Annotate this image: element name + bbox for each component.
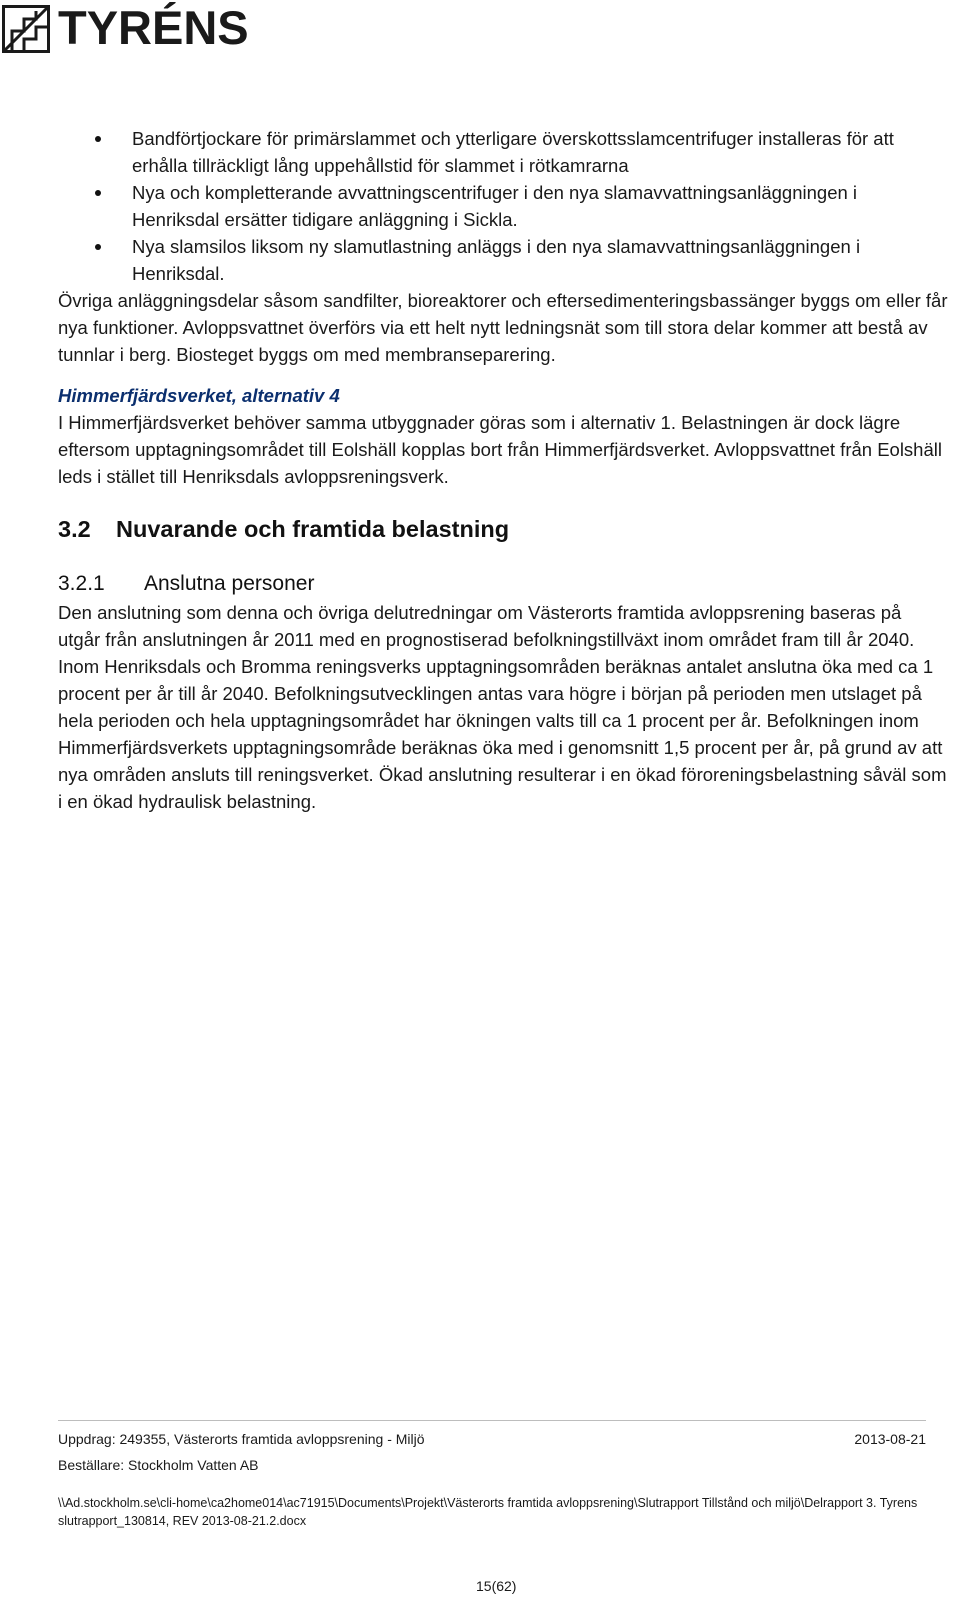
section-heading	[58, 514, 948, 544]
subsection-heading	[58, 569, 948, 599]
logo-wordmark: TYRÉNS	[58, 1, 249, 54]
section-number: 3.2	[58, 516, 91, 542]
bullet-item: Bandförtjockare för primärslammet och ytterligare överskottsslamcentrifuger installeras för att erhålla tillräckligt lång uppehållstid för slammet i rötkamrarna	[58, 125, 948, 179]
bullet-item: Nya slamsilos liksom ny slamutlastning anläggs i den nya slamavvattningsanläggningen i Henriksdal.	[58, 233, 948, 287]
footer-divider	[58, 1420, 926, 1421]
tyrens-logo	[0, 0, 249, 56]
paragraph-connected-persons: Den anslutning som denna och övriga delutredningar om Västerorts framtida avloppsrening baseras på utgår från anslutningen år 2011 med en prognostiserad befolkningstillväxt inom området fram till år 2040. Inom Henriksdals och Bromma reningsverks upptagningsområden beräknas antalet anslutna öka med ca 1 procent per år till år 2040. Befolkningsutvecklingen antas vara högre i början på perioden men utslaget på hela perioden och hela upptagningsområdet har ökningen valts till ca 1 procent per år. Befolkningen inom Himmerfjärdsverkets upptagningsområde beräknas öka med i genomsnitt 1,5 procent per år, på grund av att nya områden ansluts till reningsverket. Ökad anslutning resulterar i en ökad föroreningsbelastning såväl som i en ökad hydraulisk belastning.	[58, 602, 947, 812]
subsection-number: 3.2.1	[58, 572, 105, 595]
bullet-item: Nya och kompletterande avvattningscentrifuger i den nya slamavvattningsanläggningen i Henriksdal ersätter tidigare anläggning i Sickla.	[58, 179, 948, 233]
document-body	[58, 125, 948, 815]
footer-client: Beställare: Stockholm Vatten AB	[58, 1457, 259, 1473]
subsection-title: Anslutna personer	[144, 572, 315, 595]
bullet-list	[58, 125, 948, 287]
section-title: Nuvarande och framtida belastning	[116, 516, 510, 542]
paragraph-himmerfjardsverket: I Himmerfjärdsverket behöver samma utbyggnader göras som i alternativ 1. Belastningen är dock lägre eftersom upptagningsområdet till Eolshäll kopplas bort från Himmerfjärdsverket. Avloppsvattnet från Eolshäll leds i stället till Henriksdals avloppsreningsverk.	[58, 412, 942, 487]
page-number: 15(62)	[476, 1578, 517, 1594]
footer-file-path: \\Ad.stockholm.se\cli-home\ca2home014\ac71915\Documents\Projekt\Västerorts framtida avloppsrening\Slutrapport Tillstånd och miljö\Delrapport 3. Tyrens slutrapport_130814, REV 2013-08-21.2.docx	[58, 1496, 918, 1528]
footer-assignment-row	[58, 1431, 926, 1447]
subheading-himmerfjardsverket: Himmerfjärdsverket, alternativ 4	[58, 385, 340, 406]
footer-assignment: Uppdrag: 249355, Västerorts framtida avloppsrening - Miljö	[58, 1431, 425, 1447]
footer-date: 2013-08-21	[854, 1431, 926, 1447]
paragraph-other-facilities: Övriga anläggningsdelar såsom sandfilter, bioreaktorer och eftersedimenteringsbassänger byggs om eller får nya funktioner. Avloppsvattnet överförs via ett helt nytt ledningsnät som till stora delar kommer att bestå av tunnlar i berg. Biosteget byggs om med membranseparering.	[58, 290, 948, 365]
tyrens-logo-mark-icon	[2, 5, 50, 53]
